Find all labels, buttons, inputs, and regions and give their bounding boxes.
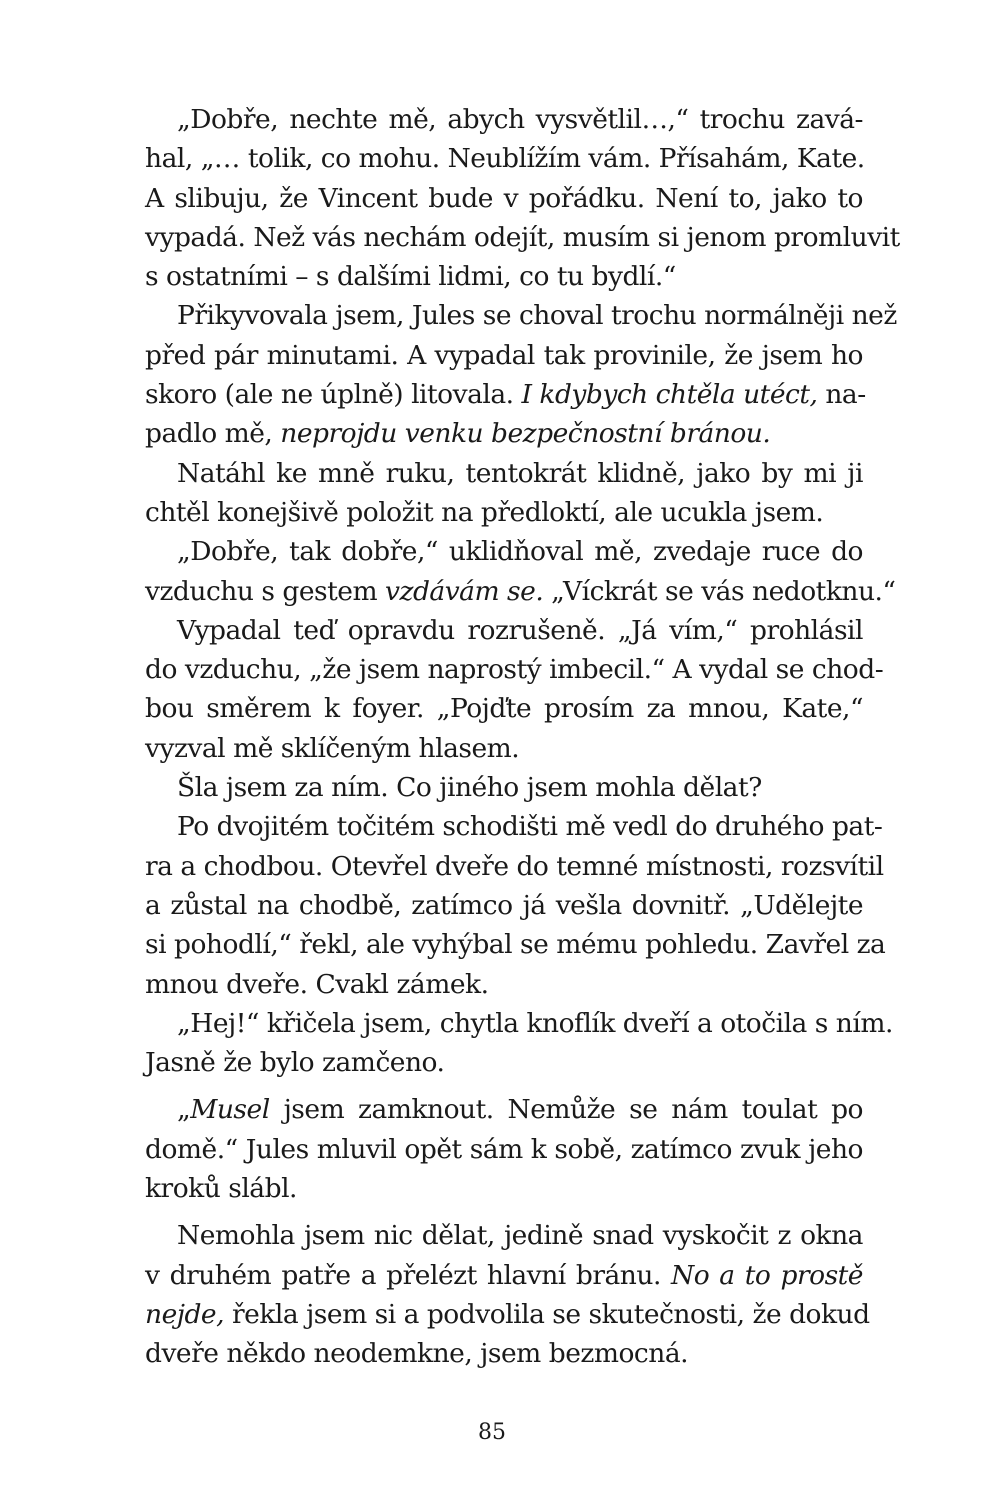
- text-run: hal, „… tolik, co mohu. Neublížím vám. Přísahám, Kate.: [145, 143, 865, 175]
- text-run: A slibuju, že Vincent bude v pořádku. Není to, jako to: [145, 182, 863, 214]
- text-run: kroků slábl.: [145, 1173, 297, 1205]
- text-run: padlo mě,: [145, 418, 281, 450]
- text-run: bou směrem k foyer. „Pojďte prosím za mnou, Kate,“: [145, 693, 863, 725]
- text-line: [145, 1334, 863, 1373]
- text-line: [145, 218, 900, 257]
- text-run: Po dvojitém točitém schodišti mě vedl do druhého pat-: [177, 811, 883, 843]
- text-line: [145, 375, 866, 414]
- text-run: Šla jsem za ním. Co jiného jsem mohla dělat?: [177, 772, 762, 804]
- text-line: [145, 414, 863, 453]
- text-line: [145, 1130, 863, 1169]
- text-line: [145, 611, 863, 650]
- text-run: „Víckrát se vás nedotknu.“: [543, 575, 896, 607]
- text-line: [145, 572, 896, 611]
- text-run: a zůstal na chodbě, zatímco já vešla dovnitř. „Udělejte: [145, 889, 863, 921]
- text-run: před pár minutami. A vypadal tak provinile, že jsem ho: [145, 339, 863, 371]
- italic-text: Musel: [190, 1094, 270, 1126]
- text-run: jsem zamknout. Nemůže se nám toulat po: [269, 1094, 863, 1126]
- text-line: [145, 768, 863, 807]
- text-run: na-: [817, 379, 866, 411]
- text-run: domě.“ Jules mluvil opět sám k sobě, zatímco zvuk jeho: [145, 1133, 863, 1165]
- page-number: 85: [478, 1420, 506, 1445]
- text-line: [145, 100, 863, 139]
- italic-text: No a to prostě: [671, 1259, 863, 1291]
- text-line: [145, 729, 863, 768]
- text-line: [145, 807, 883, 846]
- text-line: [145, 493, 863, 532]
- text-line: [145, 886, 863, 925]
- text-run: vyzval mě sklíčeným hlasem.: [145, 732, 520, 764]
- text-run: „Hej!“ křičela jsem, chytla knoflík dveří a otočila s ním.: [177, 1007, 893, 1039]
- text-run: řekla jsem si a podvolila se skutečnosti, že dokud: [224, 1298, 870, 1330]
- text-run: si pohodlí,“ řekl, ale vyhýbal se mému pohledu. Zavřel za: [145, 929, 886, 961]
- body-text: [145, 100, 900, 1374]
- italic-text: vzdávám se.: [385, 575, 544, 607]
- text-line: [145, 1090, 863, 1129]
- text-run: vypadá. Než vás nechám odejít, musím si jenom promluvit: [145, 221, 900, 253]
- text-run: vzduchu s gestem: [145, 575, 386, 607]
- text-run: Jasně že bylo zamčeno.: [145, 1047, 445, 1079]
- text-line: [145, 139, 863, 178]
- text-line: [145, 1256, 863, 1295]
- text-run: skoro (ale ne úplně) litovala.: [145, 379, 522, 411]
- text-run: s ostatními – s dalšími lidmi, co tu bydlí.“: [145, 261, 676, 293]
- text-run: dveře někdo neodemkne, jsem bezmocná.: [145, 1338, 689, 1370]
- text-line: [145, 965, 863, 1004]
- text-line: [145, 1216, 863, 1255]
- text-run: Vypadal teď opravdu rozrušeně. „Já vím,“ prohlásil: [177, 614, 863, 646]
- text-run: mnou dveře. Cvakl zámek.: [145, 968, 489, 1000]
- text-line: [145, 336, 863, 375]
- text-run: v druhém patře a přelézt hlavní bránu.: [145, 1259, 672, 1291]
- text-line: [145, 1004, 893, 1043]
- text-line: [145, 532, 863, 571]
- text-run: „Dobře, tak dobře,“ uklidňoval mě, zvedaje ruce do: [177, 536, 863, 568]
- text-run: Natáhl ke mně ruku, tentokrát klidně, jako by mi ji: [177, 457, 863, 489]
- text-line: [145, 1043, 863, 1082]
- text-run: „Dobře, nechte mě, abych vysvětlil…,“ trochu zavá-: [177, 104, 863, 135]
- text-line: [145, 689, 863, 728]
- italic-text: neprojdu venku bezpečnostní bránou.: [280, 418, 771, 450]
- text-line: [145, 1169, 863, 1208]
- text-run: chtěl konejšivě položit na předloktí, ale ucukla jsem.: [145, 496, 824, 528]
- text-line: [145, 296, 897, 335]
- text-line: [145, 847, 884, 886]
- text-run: ra a chodbou. Otevřel dveře do temné místnosti, rozsvítil: [145, 850, 884, 882]
- text-line: [145, 1295, 870, 1334]
- text-run: Nemohla jsem nic dělat, jedině snad vyskočit z okna: [177, 1220, 863, 1252]
- text-line: [145, 179, 863, 218]
- text-run: Přikyvovala jsem, Jules se choval trochu normálněji než: [177, 300, 897, 332]
- italic-text: I kdybych chtěla utéct,: [521, 379, 818, 411]
- text-run: „: [177, 1094, 191, 1126]
- text-run: do vzduchu, „že jsem naprostý imbecil.“ A vydal se chod-: [145, 654, 884, 686]
- text-line: [145, 454, 863, 493]
- text-line: [145, 650, 884, 689]
- italic-text: nejde,: [145, 1298, 225, 1330]
- text-line: [145, 257, 863, 296]
- text-line: [145, 925, 886, 964]
